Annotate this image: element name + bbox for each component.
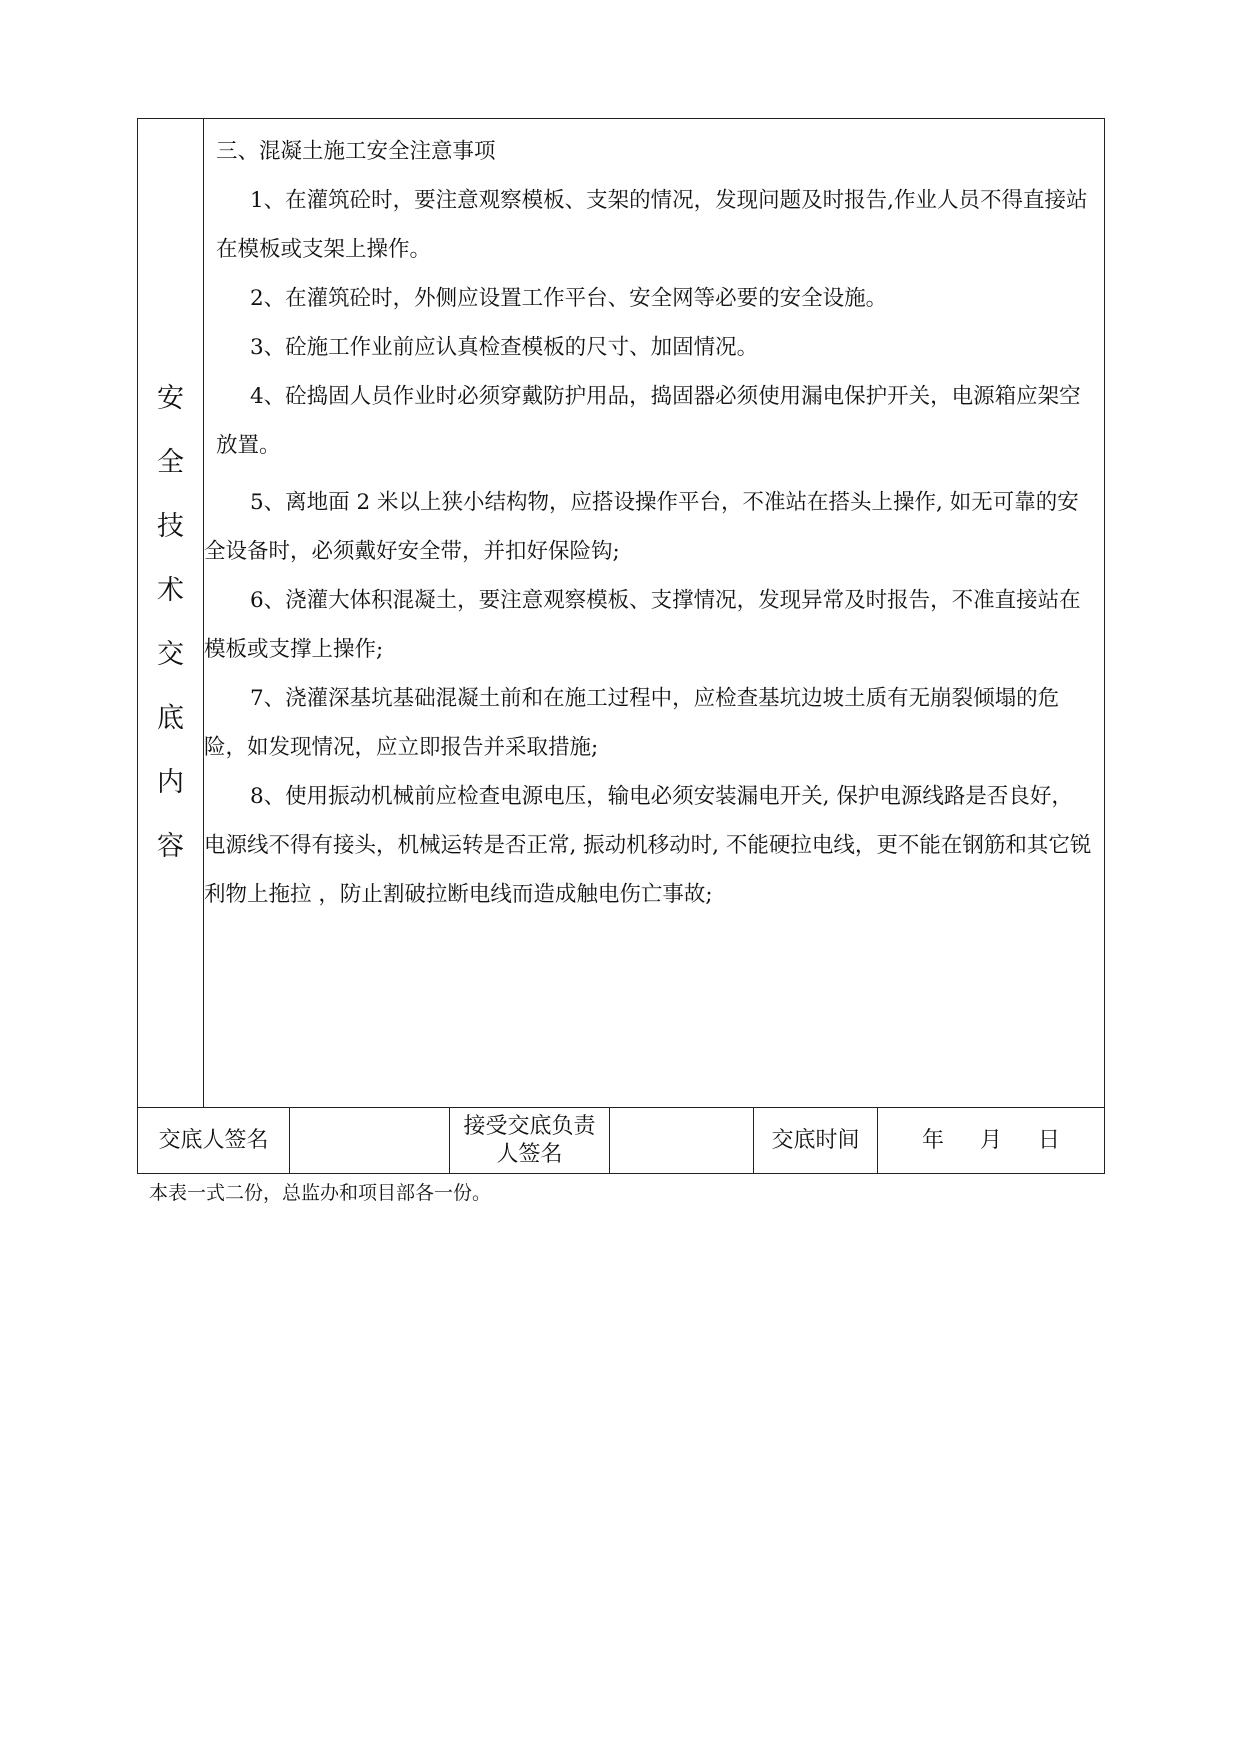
side-label-char: 全	[157, 447, 184, 478]
footer-note: 本表一式二份，总监办和项目部各一份。	[149, 1182, 492, 1204]
receiver-signature-field[interactable]	[610, 1108, 754, 1173]
content-body	[204, 119, 1104, 1107]
date-field[interactable]	[878, 1108, 1104, 1173]
side-label-char: 技	[157, 511, 184, 542]
side-label-char: 容	[157, 831, 184, 862]
side-label-char: 交	[157, 639, 184, 670]
section-heading: 三、混凝土施工安全注意事项	[216, 139, 496, 164]
receiver-label: 接受交底负责人签名	[450, 1108, 610, 1173]
time-label: 交底时间	[754, 1108, 878, 1173]
list-item: 4、砼捣固人员作业时必须穿戴防护用品，捣固器必须使用漏电保护开关，电源箱应架空放置。	[216, 384, 1081, 458]
list-item: 2、在灌筑砼时，外侧应设置工作平台、安全网等必要的安全设施。	[250, 286, 888, 311]
side-label-chars	[138, 367, 203, 879]
side-label	[138, 119, 204, 1107]
month-label: 月	[979, 1127, 1002, 1153]
list-item: 7、浇灌深基坑基础混凝土前和在施工过程中，应检查基坑边坡土质有无崩裂倾塌的危险，如发现情况，应立即报告并采取措施;	[204, 686, 1060, 760]
list-item: 5、离地面 2 米以上狭小结构物，应搭设操作平台，不准站在搭头上操作, 如无可靠的安全设备时，必须戴好安全带，并扣好保险钩;	[204, 490, 1079, 564]
list-item: 6、浇灌大体积混凝土，要注意观察模板、支撑情况，发现异常及时报告，不准直接站在模板或支撑上操作;	[204, 588, 1081, 662]
discloser-signature-field[interactable]	[290, 1108, 450, 1173]
list-item: 3、砼施工作业前应认真检查模板的尺寸、加固情况。	[250, 335, 759, 360]
side-label-char: 底	[157, 703, 184, 734]
side-label-char: 安	[157, 383, 184, 414]
discloser-label: 交底人签名	[138, 1108, 290, 1173]
day-label: 日	[1038, 1127, 1061, 1153]
list-item: 8、使用振动机械前应检查电源电压，输电必须安装漏电开关, 保护电源线路是否良好，电源线不得有接头，机械运转是否正常, 振动机移动时, 不能硬拉电线，更不能在钢筋和其它锐利物上拖拉 ，防止割破拉断电线而造成触电伤亡事故;	[204, 784, 1092, 907]
side-label-char: 术	[157, 575, 184, 606]
side-label-char: 内	[157, 767, 184, 798]
year-label: 年	[921, 1127, 944, 1153]
list-item: 1、在灌筑砼时，要注意观察模板、支架的情况，发现问题及时报告,作业人员不得直接站在模板或支架上操作。	[216, 188, 1088, 262]
disclosure-form	[137, 118, 1105, 1205]
signature-row	[137, 1108, 1105, 1174]
content-row	[137, 118, 1105, 1108]
